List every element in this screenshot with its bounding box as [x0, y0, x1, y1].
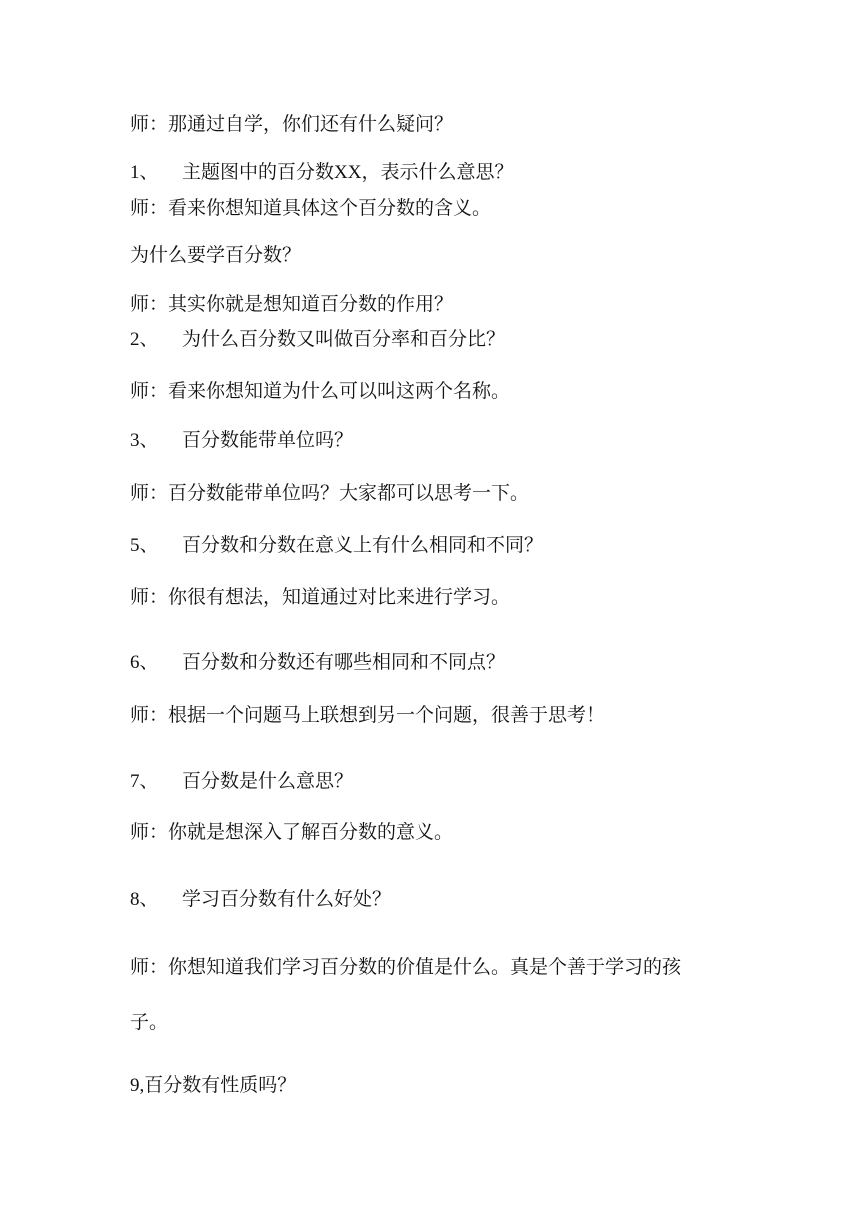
question-7: 7、 百分数是什么意思？: [130, 770, 354, 792]
question-number: 5、: [130, 535, 159, 556]
teacher-line-3: 师：其实你就是想知道百分数的作用？: [130, 293, 454, 315]
question-number: 7、: [130, 771, 159, 792]
teacher-line-7: 师：根据一个问题马上联想到另一个问题，很善于思考！: [130, 704, 606, 726]
question-number: 9,: [130, 1075, 145, 1096]
teacher-line-4: 师：看来你想知道为什么可以叫这两个名称。: [130, 380, 511, 402]
question-number: 1、: [130, 162, 159, 183]
question-9: 9,百分数有性质吗？: [130, 1074, 297, 1096]
question-3: 3、 百分数能带单位吗？: [130, 429, 354, 451]
question-number: 3、: [130, 430, 159, 451]
teacher-line-5: 师：百分数能带单位吗？大家都可以思考一下。: [130, 482, 530, 504]
teacher-line-2: 师：看来你想知道具体这个百分数的含义。: [130, 197, 492, 219]
question-5: 5、 百分数和分数在意义上有什么相同和不同？: [130, 534, 544, 556]
teacher-line-9-cont: 子。: [130, 1011, 169, 1033]
teacher-line-8: 师：你就是想深入了解百分数的意义。: [130, 821, 454, 843]
question-number: 2、: [130, 329, 159, 350]
question-plain: 为什么要学百分数？: [130, 244, 302, 266]
teacher-line-6: 师：你很有想法，知道通过对比来进行学习。: [130, 586, 511, 608]
question-8: 8、 学习百分数有什么好处？: [130, 888, 392, 910]
question-1: 1、 主题图中的百分数XX，表示什么意思？: [130, 161, 514, 183]
question-number: 8、: [130, 889, 159, 910]
teacher-line-1: 师：那通过自学，你们还有什么疑问？: [130, 113, 454, 135]
question-2: 2、 为什么百分数又叫做百分率和百分比？: [130, 328, 506, 350]
question-6: 6、 百分数和分数还有哪些相同和不同点？: [130, 651, 506, 673]
teacher-line-9: 师：你想知道我们学习百分数的价值是什么。真是个善于学习的孩: [130, 956, 682, 978]
question-number: 6、: [130, 652, 159, 673]
